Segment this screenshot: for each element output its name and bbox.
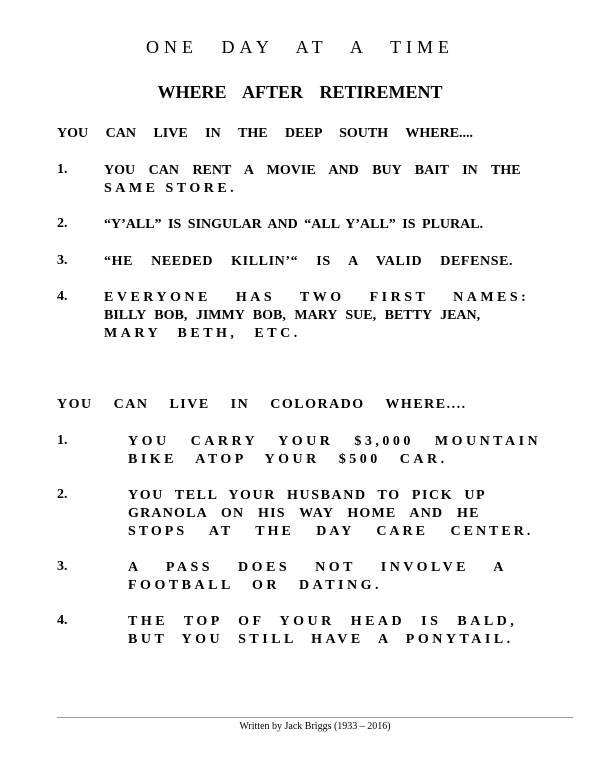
item-text-line: GRANOLA ON HIS WAY HOME AND HE (128, 506, 480, 521)
item-text-line: “HE NEEDED KILLIN’“ IS A VALID DEFENSE. (104, 254, 514, 269)
item-text-line: SAME STORE. (104, 181, 238, 196)
item-text-line: BIKE ATOP YOUR $500 CAR. (128, 452, 448, 467)
page-subtitle: WHERE AFTER RETIREMENT (157, 82, 443, 102)
item-number: 3. (57, 559, 68, 574)
item-text-line: EVERYONE HAS TWO FIRST NAMES: (104, 290, 530, 305)
page-title: ONE DAY AT A TIME (145, 37, 455, 57)
footer-credit: Written by Jack Briggs (1933 – 2016) (239, 721, 391, 732)
footer-divider (57, 717, 573, 718)
item-number: 1. (57, 162, 68, 177)
item-number: 2. (57, 216, 68, 231)
item-text-line: “Y’ALL” IS SINGULAR AND “ALL Y’ALL” IS PLURAL. (104, 217, 484, 232)
item-text-line: YOU CAN RENT A MOVIE AND BUY BAIT IN THE (104, 163, 521, 178)
item-text-line: YOU TELL YOUR HUSBAND TO PICK UP (128, 488, 487, 503)
item-text-line: BUT YOU STILL HAVE A PONYTAIL. (128, 632, 514, 647)
item-number: 3. (57, 253, 68, 268)
item-text-line: THE TOP OF YOUR HEAD IS BALD, (128, 614, 518, 629)
item-text-line: A PASS DOES NOT INVOLVE A (128, 560, 507, 575)
item-number: 4. (57, 289, 68, 304)
section-heading-deep-south: YOU CAN LIVE IN THE DEEP SOUTH WHERE.... (57, 126, 474, 141)
item-text-line: STOPS AT THE DAY CARE CENTER. (128, 524, 534, 539)
item-text-line: MARY BETH, ETC. (104, 326, 301, 341)
item-text-line: YOU CARRY YOUR $3,000 MOUNTAIN (128, 434, 542, 449)
item-number: 2. (57, 487, 68, 502)
item-text-line: BILLY BOB, JIMMY BOB, MARY SUE, BETTY JEAN, (104, 308, 481, 323)
item-number: 4. (57, 613, 68, 628)
item-number: 1. (57, 433, 68, 448)
section-heading-colorado: YOU CAN LIVE IN COLORADO WHERE.... (57, 397, 467, 412)
item-text-line: FOOTBALL OR DATING. (128, 578, 382, 593)
